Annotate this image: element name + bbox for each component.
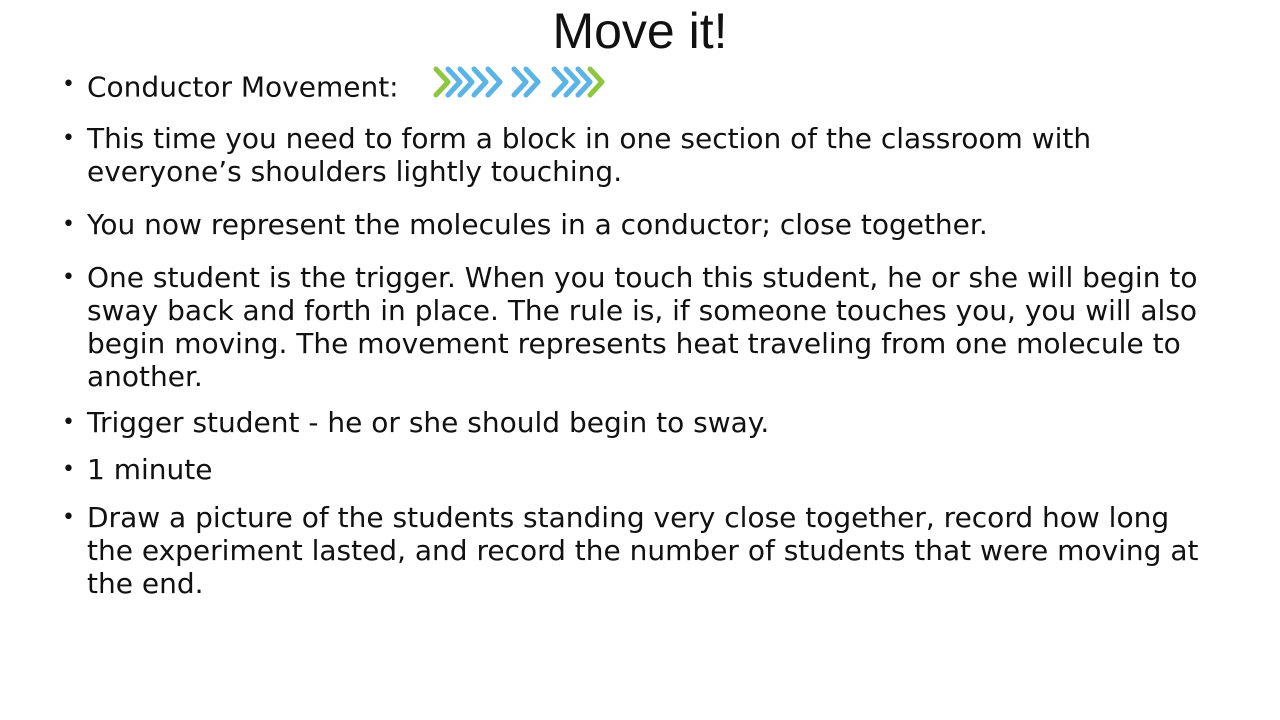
bullet-icon: • xyxy=(62,505,75,530)
bullet-icon: • xyxy=(62,410,75,435)
bullet-icon: • xyxy=(62,72,75,97)
bullet-text: One student is the trigger. When you touch this student, he or she will begin to sway back and forth in place. The rule is, if someone touches you, you will also begin moving. The movement represents heat traveling from one molecule to another. xyxy=(87,261,1198,393)
bullet-icon: • xyxy=(62,457,75,482)
bullet-text: Draw a picture of the students standing very close together, record how long the experiment lasted, and record the number of students that were moving at the end. xyxy=(87,501,1199,600)
bullet-icon: • xyxy=(62,126,75,151)
bullet-list xyxy=(62,68,1212,612)
bullet-text: Conductor Movement: xyxy=(87,70,399,104)
bullet-text: You now represent the molecules in a conductor; close together. xyxy=(87,208,988,241)
bullet-item xyxy=(62,406,1212,439)
bullet-item xyxy=(62,208,1212,241)
bullet-item xyxy=(62,501,1212,600)
bullet-item xyxy=(62,453,1212,486)
chevron-arrows-icon xyxy=(430,65,620,106)
slide-title: Move it! xyxy=(552,3,728,59)
bullet-icon: • xyxy=(62,265,75,290)
bullet-icon: • xyxy=(62,212,75,237)
bullet-text: 1 minute xyxy=(87,453,213,486)
bullet-text: This time you need to form a block in one section of the classroom with everyone’s shoulders lightly touching. xyxy=(87,122,1092,188)
bullet-text: Trigger student - he or she should begin to sway. xyxy=(87,406,770,439)
bullet-item xyxy=(62,68,1212,109)
bullet-item xyxy=(62,261,1212,393)
bullet-item xyxy=(62,122,1212,188)
